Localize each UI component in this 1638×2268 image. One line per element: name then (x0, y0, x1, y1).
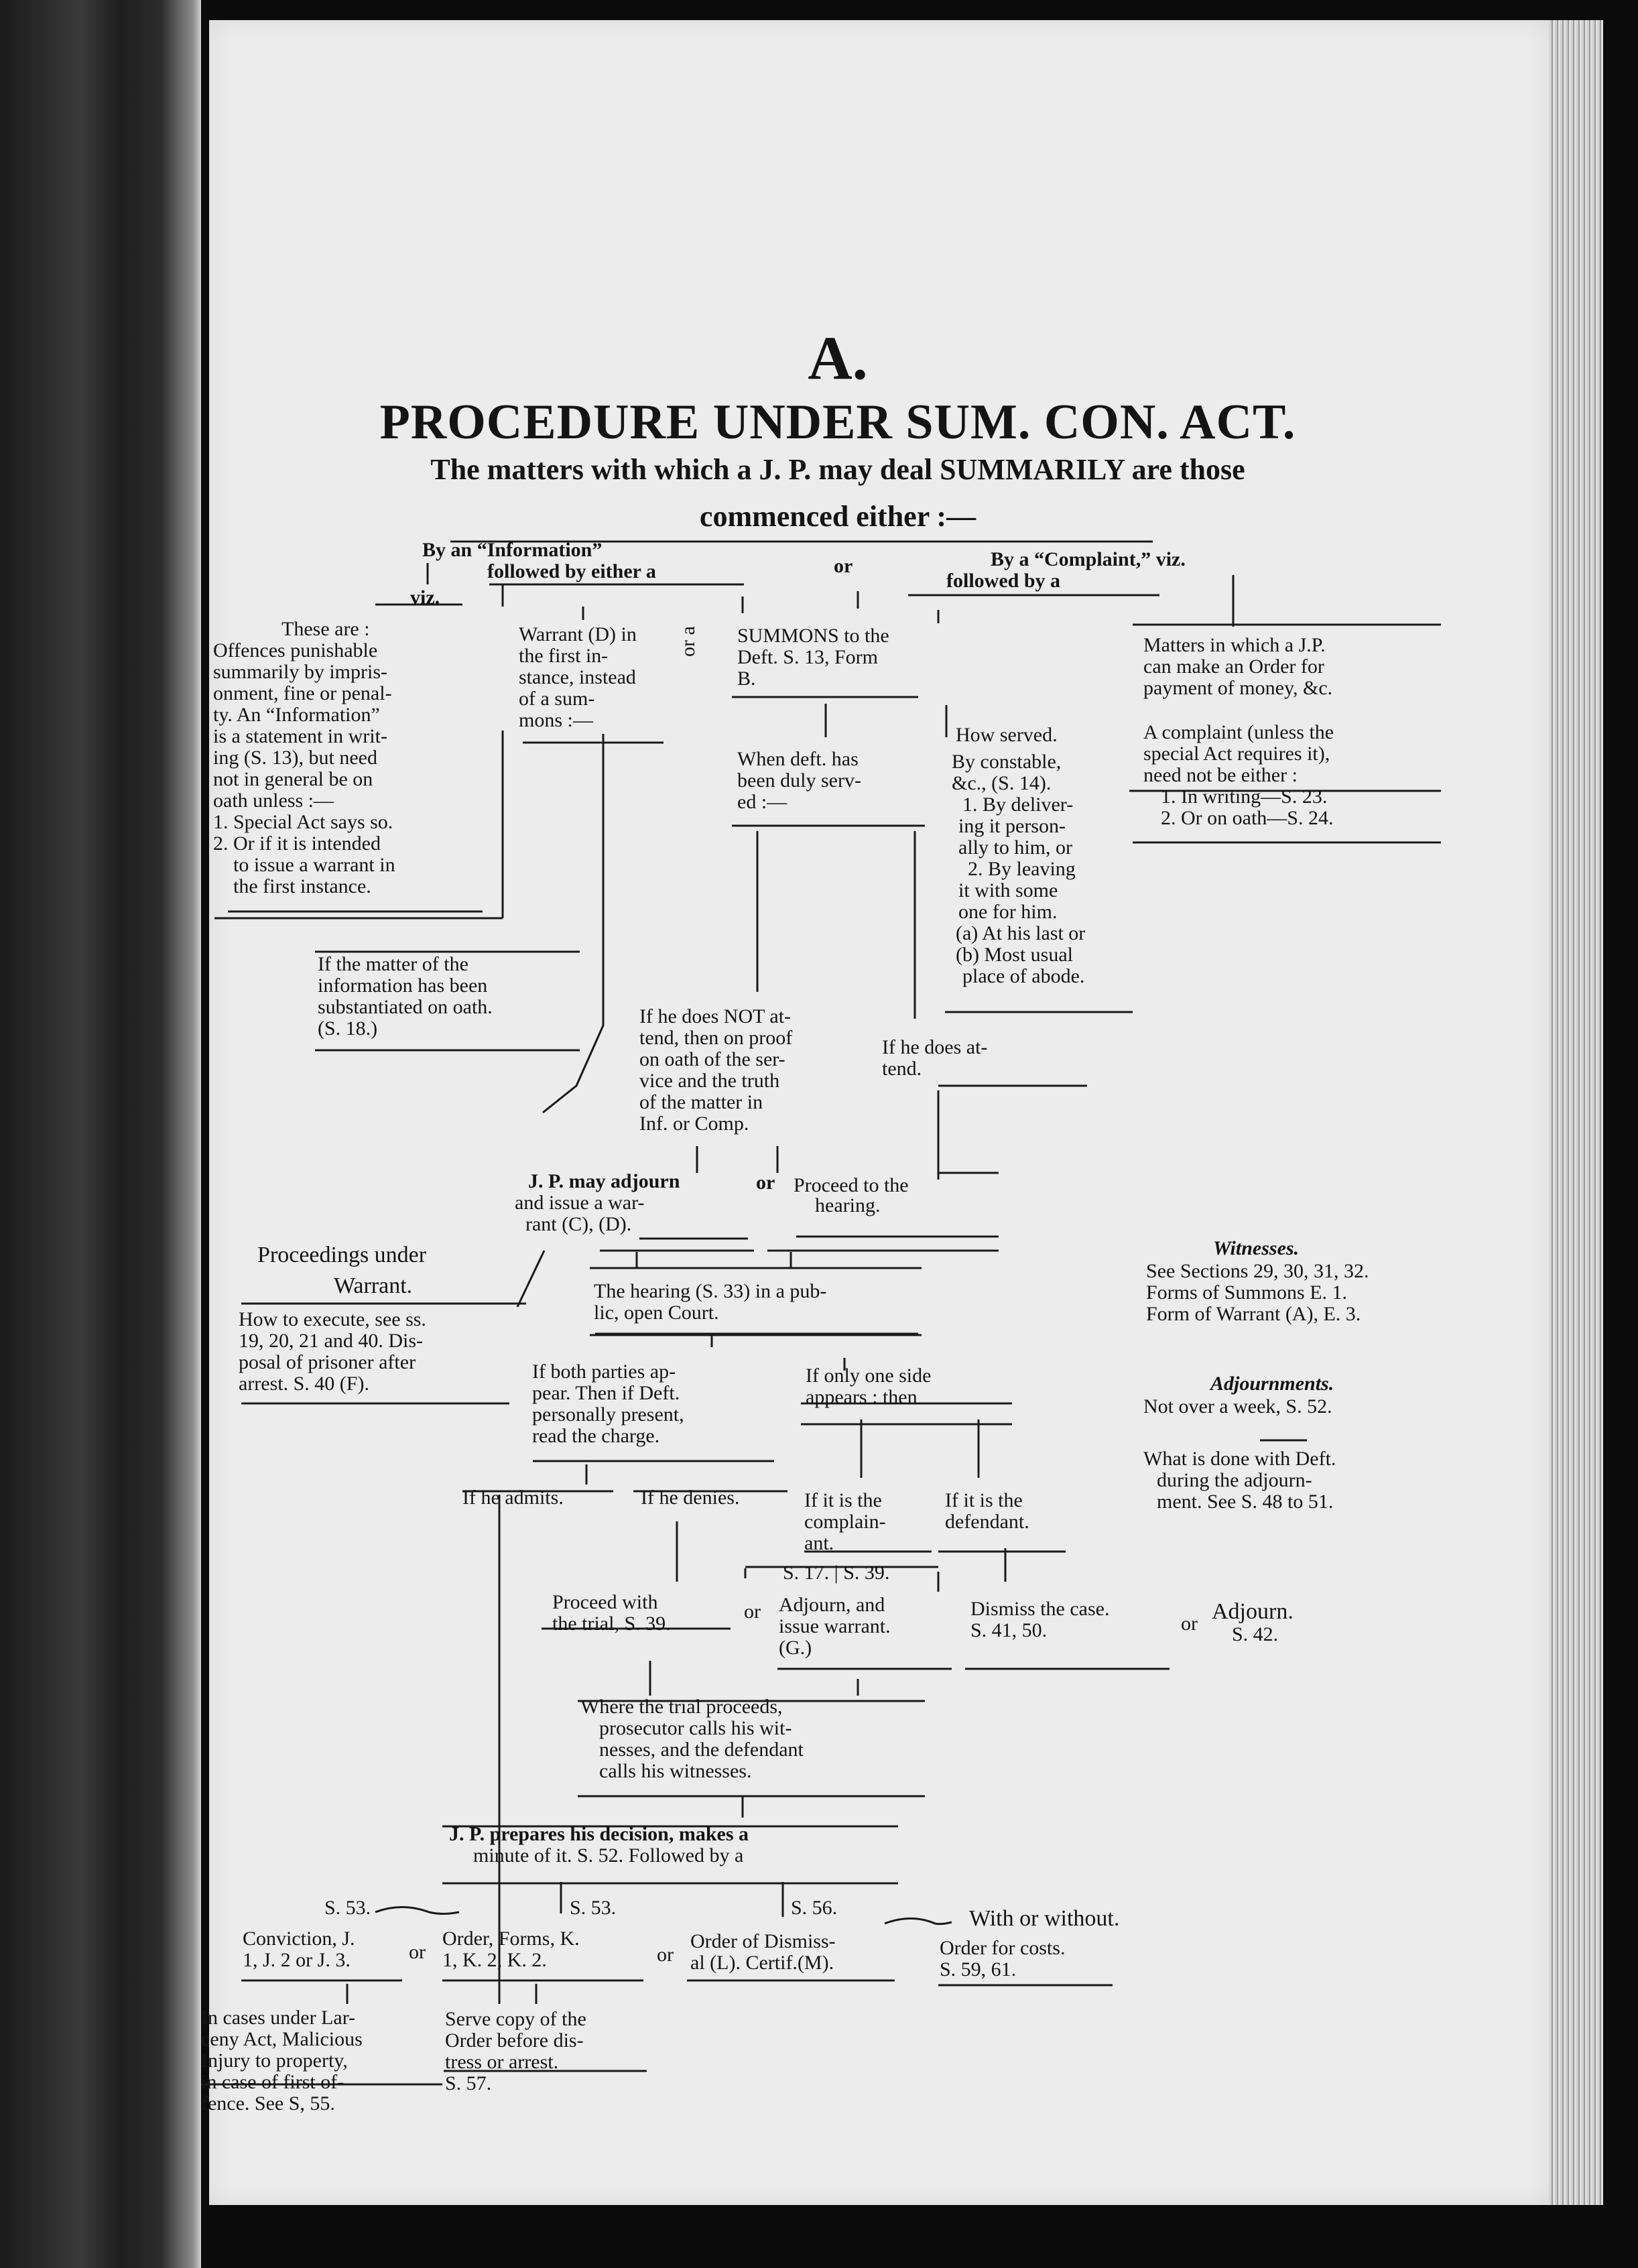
text-line: Injury to property, (201, 2050, 348, 2072)
text-line: 2. Or if it is intended (213, 832, 381, 855)
text-line: defendant. (945, 1511, 1029, 1533)
text-line: ally to him, or (958, 836, 1072, 859)
text-line: appears : then (806, 1386, 918, 1408)
text-line: If he does at- (882, 1036, 988, 1058)
text-line: the first instance. (233, 875, 371, 897)
text-line: ing (S. 13), but need (213, 747, 377, 769)
text-line: Serve copy of the (445, 2008, 586, 2030)
text-line: How served. (956, 724, 1058, 746)
text-line: How to execute, see ss. (239, 1308, 426, 1330)
page-stack-edge (1550, 20, 1603, 2205)
text-line: Witnesses. (1213, 1237, 1300, 1259)
text-line: vice and the truth (639, 1070, 780, 1092)
text-line: By constable, (952, 751, 1062, 773)
text-line: Order for costs. (940, 1937, 1066, 1959)
or-conviction: or (409, 1941, 426, 1963)
facing-page-edge (0, 0, 201, 2268)
text-line: need not be either : (1143, 764, 1298, 786)
text-line: 2. Or on oath—S. 24. (1161, 807, 1334, 829)
text-line: Adjournments. (1210, 1373, 1334, 1395)
text-line: ed :— (737, 791, 788, 813)
text-line: (S. 18.) (318, 1017, 378, 1040)
text-line: Conviction, J. (243, 1928, 355, 1950)
text-line: mons :— (519, 709, 593, 731)
text-line: Adjourn, and (779, 1594, 885, 1616)
text-line: J. P. may adjourn (528, 1170, 680, 1192)
text-line: Adjourn. (1212, 1599, 1294, 1624)
text-line: Where the trial proceeds, (580, 1696, 783, 1718)
text-line: rant (C), (D). (525, 1213, 632, 1235)
page-title: PROCEDURE UNDER SUM. CON. ACT. (379, 395, 1296, 450)
text-line: ant. (804, 1532, 834, 1554)
text-line: Proceed with (552, 1591, 658, 1613)
text-line: 1. Special Act says so. (213, 811, 393, 833)
text-line: (a) At his last or (956, 922, 1086, 944)
text-line: Form of Warrant (A), E. 3. (1146, 1303, 1361, 1325)
text-line: substantiated on oath. (318, 996, 493, 1018)
text-line: Matters in which a J.P. (1143, 634, 1326, 656)
text-line: (b) Most usual (956, 944, 1073, 966)
text-line: Offences punishable (213, 639, 378, 662)
text-line: fence. See S, 55. (201, 2092, 335, 2115)
or-adjourn: or (756, 1172, 775, 1194)
text-line: posal of prisoner after (239, 1351, 416, 1373)
if-admits: If he admits. (462, 1487, 564, 1509)
text-line: during the adjourn- (1157, 1469, 1312, 1491)
text-line: in case of first of- (201, 2071, 344, 2093)
text-line: special Act requires it), (1143, 743, 1330, 765)
text-line: 1. In writing—S. 23. (1161, 785, 1328, 808)
s53-mid: S. 53. (570, 1897, 617, 1919)
or-trial: or (744, 1600, 761, 1623)
text-line: read the charge. (532, 1425, 660, 1447)
text-line: the first in- (519, 645, 609, 667)
text-line: Proceedings under (257, 1243, 427, 1267)
text-line: If both parties ap- (532, 1361, 676, 1383)
text-line: If only one side (806, 1365, 932, 1387)
text-line: S. 59, 61. (940, 1958, 1017, 1980)
page-subtitle-cont: commenced either :— (699, 500, 976, 533)
text-line: it with some (958, 879, 1058, 901)
text-line: of the matter in (639, 1091, 763, 1113)
text-line: Order of Dismiss- (690, 1930, 836, 1952)
text-line: stance, instead (519, 666, 636, 688)
text-line: one for him. (958, 901, 1058, 923)
text-line: of a sum- (519, 688, 595, 710)
text-line: and issue a war- (515, 1192, 645, 1214)
text-line: S. 57. (445, 2072, 492, 2094)
text-line: not in general be on (213, 768, 373, 790)
s56: S. 56. (791, 1897, 838, 1919)
text-line: If it is the (945, 1489, 1023, 1511)
page-subtitle: The matters with which a J. P. may deal SUMMARILY are those (430, 453, 1245, 486)
text-line: What is done with Deft. (1143, 1448, 1336, 1470)
text-line: tend, then on proof (639, 1027, 793, 1049)
text-line: Dismiss the case. (970, 1598, 1110, 1620)
text-line: B. (737, 668, 756, 690)
information-head: By an “Information” (422, 539, 603, 561)
information-viz: viz. (410, 586, 440, 609)
text-line: complain- (804, 1511, 886, 1533)
text-line: tress or arrest. (445, 2051, 559, 2073)
information-followed: followed by either a (487, 560, 656, 582)
text-line: tend. (882, 1058, 922, 1080)
if-denies: If he denies. (641, 1487, 740, 1509)
text-line: A complaint (unless the (1143, 721, 1334, 743)
text-line: In cases under Lar- (201, 2007, 356, 2029)
adjournments-rule (1260, 1438, 1307, 1442)
text-line: Proceed to the (794, 1174, 909, 1196)
text-line: Not over a week, S. 52. (1143, 1395, 1332, 1418)
text-line: 2. By leaving (968, 858, 1076, 880)
text-line: These are : (281, 618, 370, 640)
text-line: Warrant (D) in (519, 623, 637, 645)
text-line: ment. See S. 48 to 51. (1157, 1491, 1334, 1513)
text-line: on oath of the ser- (639, 1048, 785, 1070)
text-line: summarily by impris- (213, 661, 387, 683)
text-line: See Sections 29, 30, 31, 32. (1146, 1260, 1369, 1282)
text-line: S. 41, 50. (970, 1619, 1048, 1641)
text-line: Warrant. (334, 1273, 413, 1298)
s53-left: S. 53. (324, 1897, 371, 1919)
text-line: issue warrant. (779, 1615, 891, 1637)
text-line: Order, Forms, K. (442, 1928, 580, 1950)
text-line: S. 42. (1232, 1623, 1279, 1645)
text-line: 19, 20, 21 and 40. Dis- (239, 1330, 423, 1352)
text-line: been duly serv- (737, 769, 861, 792)
text-line: If the matter of the (318, 953, 468, 975)
text-line: If it is the (804, 1489, 882, 1511)
with-or-without: With or without. (969, 1906, 1120, 1931)
text-line: If he does NOT at- (639, 1005, 792, 1027)
complaint-head: By a “Complaint,” viz. (991, 548, 1186, 570)
text-line: Order before dis- (445, 2029, 584, 2052)
text-line: ty. An “Information” (213, 704, 380, 726)
text-line: is a statement in writ- (213, 725, 387, 747)
or-dismiss: or (1181, 1613, 1198, 1635)
text-line: (G.) (779, 1637, 812, 1659)
text-line: nesses, and the defendant (599, 1739, 804, 1761)
text-line: oath unless :— (213, 790, 334, 812)
text-line: al (L). Certif.(M). (690, 1952, 834, 1974)
text-line: calls his witnesses. (599, 1760, 752, 1782)
text-line: 1. By deliver- (962, 794, 1074, 816)
text-line: pear. Then if Deft. (532, 1382, 680, 1404)
text-line: lic, open Court. (594, 1302, 719, 1324)
text-line: payment of money, &c. (1143, 677, 1333, 699)
s17-s39: S. 17. | S. 39. (783, 1562, 890, 1584)
text-line: 1, J. 2 or J. 3. (243, 1949, 351, 1971)
text-line: Deft. S. 13, Form (737, 646, 878, 668)
text-line: ing it person- (958, 815, 1066, 837)
text-line: minute of it. S. 52. Followed by a (473, 1844, 744, 1867)
text-line: information has been (318, 974, 488, 997)
text-line: Inf. or Comp. (639, 1113, 749, 1135)
text-line: J. P. prepares his decision, makes a (449, 1823, 749, 1845)
or-a-vertical: or a (677, 626, 699, 657)
text-line: arrest. S. 40 (F). (239, 1373, 369, 1395)
or-main: or (834, 555, 853, 577)
text-line: the trial, S. 39. (552, 1613, 671, 1635)
complaint-followed: followed by a (946, 570, 1061, 592)
text-line: SUMMONS to the (737, 625, 889, 647)
text-line: place of abode. (962, 965, 1085, 987)
text-line: personally present, (532, 1403, 684, 1426)
text-line: can make an Order for (1143, 655, 1324, 678)
text-line: to issue a warrant in (233, 854, 395, 876)
text-line: Forms of Summons E. 1. (1146, 1281, 1348, 1304)
or-order: or (657, 1944, 674, 1966)
text-line: 1, K. 2, K. 2. (442, 1949, 547, 1971)
text-line: prosecutor calls his wit- (599, 1717, 792, 1739)
text-line: When deft. has (737, 748, 859, 770)
text-line: onment, fine or penal- (213, 682, 392, 704)
text-line: The hearing (S. 33) in a pub- (594, 1280, 827, 1302)
text-line: hearing. (815, 1194, 881, 1216)
text-line: &c., (S. 14). (952, 772, 1052, 794)
text-line: ceny Act, Malicious (201, 2028, 363, 2050)
section-letter: A. (808, 324, 868, 392)
